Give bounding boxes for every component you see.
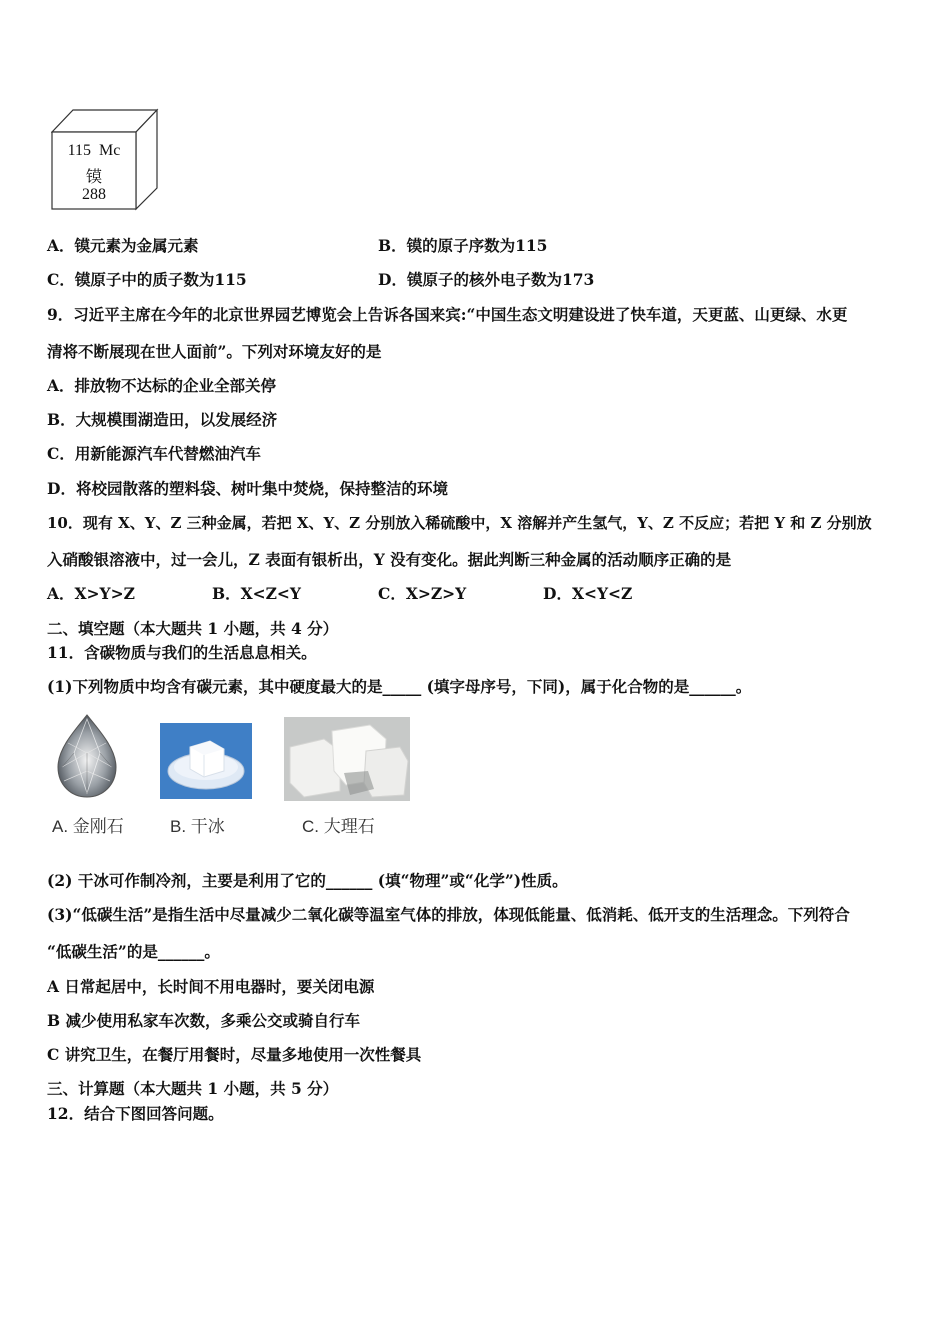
section2-title: 二、填空题（本大题共 1 小题，共 4 分） xyxy=(47,619,339,638)
caption-dry-ice: B. 干冰 xyxy=(170,817,225,836)
q8-option-b: B．镆的原子序数为115 xyxy=(378,236,548,255)
element-number-symbol: 115 Mc xyxy=(67,142,121,159)
q11-part3-line2: “低碳生活”的是______。 xyxy=(47,942,220,961)
element-name: 镆 xyxy=(85,169,102,186)
q9-option-c: C．用新能源汽车代替燃油汽车 xyxy=(47,444,261,463)
q10-stem-line1: 10．现有 X、Y、Z 三种金属，若把 X、Y、Z 分别放入稀硫酸中，X 溶解并产生氢气，Y、Z 不反应；若把 Y 和 Z 分别放 xyxy=(47,514,872,532)
q10-option-a: A．X>Y>Z xyxy=(47,584,135,603)
q9-option-b: B．大规模围湖造田，以发展经济 xyxy=(47,410,278,429)
q12-stem: 12．结合下图回答问题。 xyxy=(47,1104,224,1123)
section3-title: 三、计算题（本大题共 1 小题，共 5 分） xyxy=(47,1079,339,1098)
q9-stem-line2: 清将不断展现在世人面前”。下列对环境友好的是 xyxy=(47,342,382,361)
caption-diamond: A. 金刚石 xyxy=(52,817,124,836)
q11-part1: (1)下列物质中均含有碳元素，其中硬度最大的是_____ (填字母序号，下同)，属于化合物的是______。 xyxy=(47,677,752,696)
q11-stem: 11．含碳物质与我们的生活息息相关。 xyxy=(47,643,317,662)
q10-option-c: C．X>Z>Y xyxy=(378,584,467,603)
q9-option-d: D．将校园散落的塑料袋、树叶集中焚烧，保持整洁的环境 xyxy=(47,479,448,498)
q10-stem-line2: 入硝酸银溶液中，过一会儿，Z 表面有银析出，Y 没有变化。据此判断三种金属的活动顺序正确的是 xyxy=(47,550,732,569)
q11-option-c: C 讲究卫生，在餐厅用餐时，尽量多地使用一次性餐具 xyxy=(47,1045,422,1064)
marble-image xyxy=(284,717,410,805)
element-card xyxy=(51,108,161,216)
q8-option-c: C．镆原子中的质子数为115 xyxy=(47,270,247,289)
q11-part2: (2) 干冰可作制冷剂，主要是利用了它的______ (填“物理”或“化学”)性质。 xyxy=(47,871,568,890)
dry-ice-image xyxy=(160,723,252,803)
element-mass: 288 xyxy=(82,186,106,203)
diamond-image xyxy=(54,713,120,803)
q11-part3-line1: (3)“低碳生活”是指生活中尽量减少二氧化碳等温室气体的排放，体现低能量、低消耗、低开支的生活理念。下列符合 xyxy=(47,905,850,924)
q10-option-d: D．X<Y<Z xyxy=(543,584,633,603)
q9-stem-line1: 9．习近平主席在今年的北京世界园艺博览会上告诉各国来宾:“中国生态文明建设进了快车道，天更蓝、山更绿、水更 xyxy=(47,305,848,324)
q8-option-a: A．镆元素为金属元素 xyxy=(47,236,199,255)
q8-option-d: D．镆原子的核外电子数为173 xyxy=(378,270,595,289)
q11-option-a: A 日常起居中，长时间不用电器时，要关闭电源 xyxy=(47,977,375,996)
q10-option-b: B．X<Z<Y xyxy=(212,584,301,603)
q9-option-a: A．排放物不达标的企业全部关停 xyxy=(47,376,277,395)
caption-marble: C. 大理石 xyxy=(302,817,375,836)
q11-option-b: B 减少使用私家车次数，多乘公交或骑自行车 xyxy=(47,1011,360,1030)
